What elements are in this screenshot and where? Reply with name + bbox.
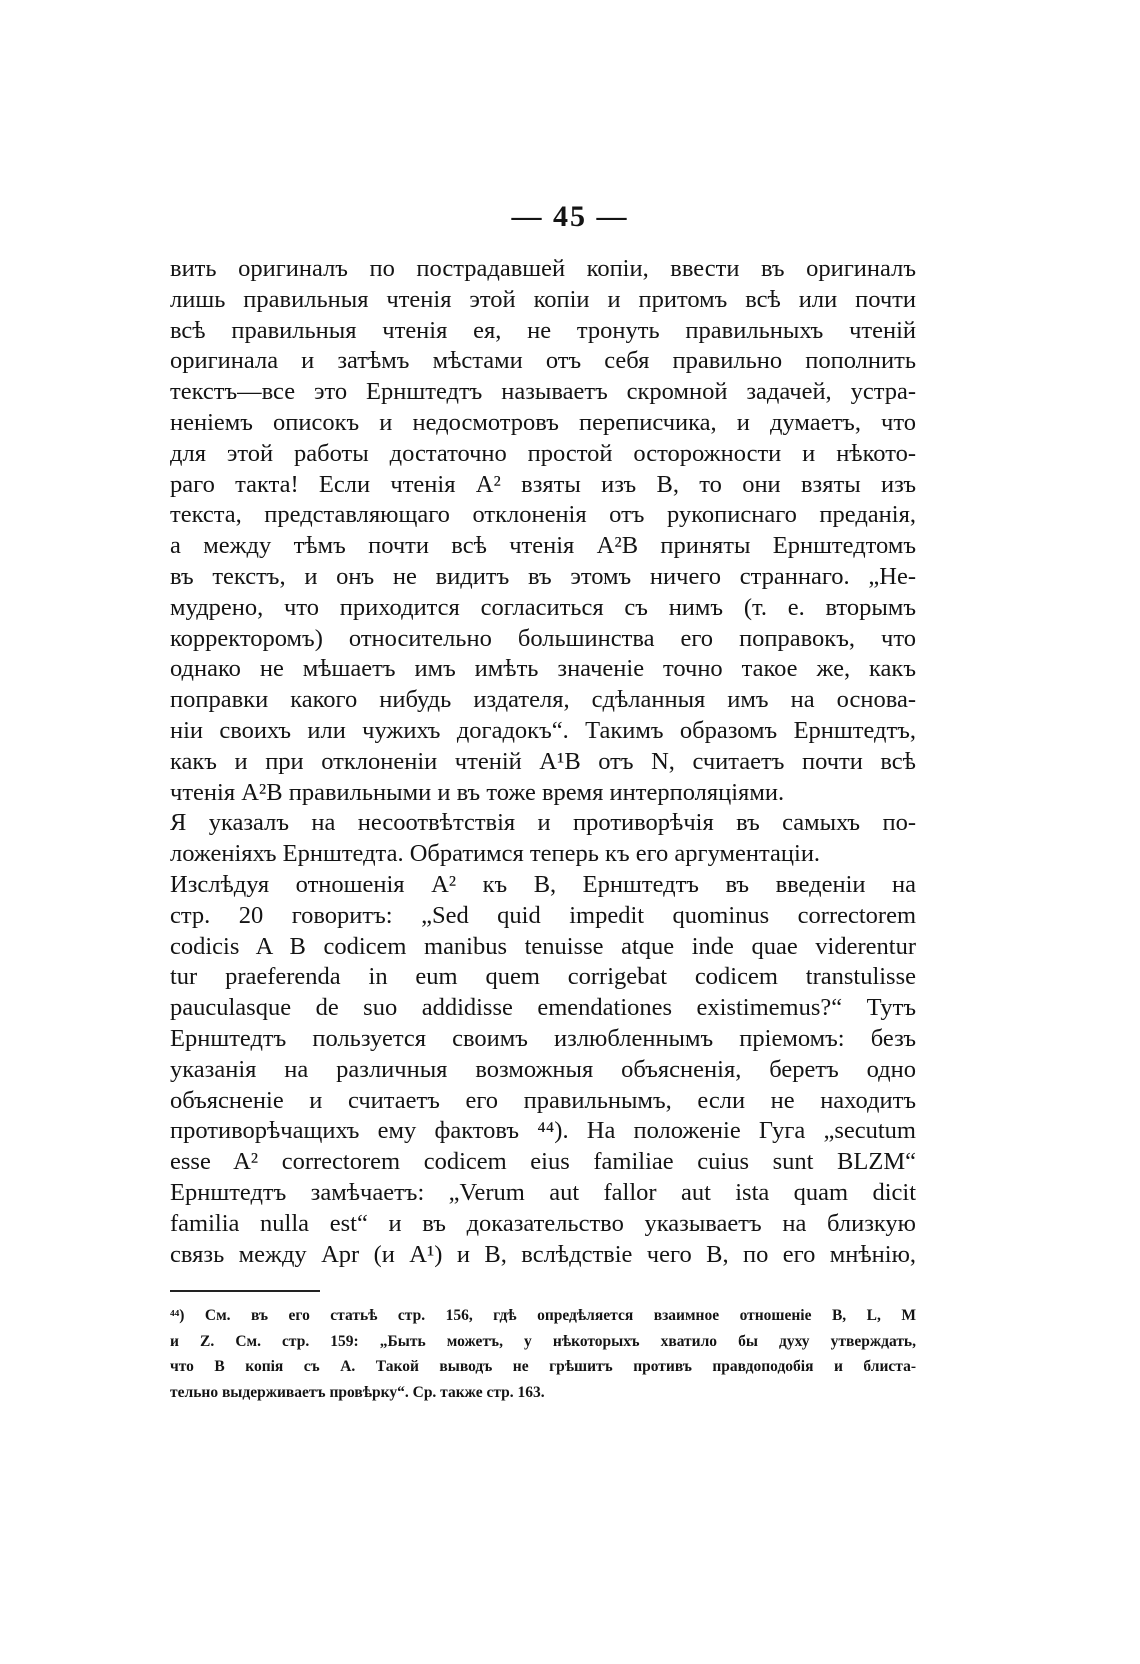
text-line: tur praeferenda in eum quem corrigebat codicem transtulisse xyxy=(170,963,916,991)
text-line: противорѣчащихъ ему фактовъ ⁴⁴). На положеніе Гуга „secutum xyxy=(170,1117,916,1145)
text-line: Ернштедтъ замѣчаетъ: „Verum aut fallor aut ista quam dicit xyxy=(170,1178,916,1206)
text-line: Изслѣдуя отношенія A² къ B, Ернштедтъ въ введеніи на xyxy=(170,870,916,898)
footnote-line: тельно выдерживаетъ провѣрку“. Ср. также стр. 163. xyxy=(170,1383,545,1401)
text-line: стр. 20 говоритъ: „Sed quid impedit quominus correctorem xyxy=(170,901,916,929)
body-text xyxy=(170,254,916,1270)
text-line: мудрено, что приходится согласиться съ нимъ (т. е. вторымъ xyxy=(170,593,916,621)
text-line: ложеніяхъ Ернштедта. Обратимся теперь къ его аргументаціи. xyxy=(170,840,821,868)
text-line: лишь правильныя чтенія этой копіи и притомъ всѣ или почти xyxy=(170,285,916,313)
text-line: чтенія A²B правильными и въ тоже время интерполяціями. xyxy=(170,778,785,806)
text-line: для этой работы достаточно простой осторожности и нѣкото- xyxy=(170,439,916,467)
text-line: текста, представляющаго отклоненія отъ рукописнаго преданія, xyxy=(170,501,916,529)
text-line: Я указалъ на несоотвѣтствія и противорѣчія въ самыхъ по- xyxy=(170,809,916,837)
text-line: а между тѣмъ почти всѣ чтенія A²B приняты Ернштедтомъ xyxy=(170,532,916,560)
text-line: указанія на различныя возможныя объясненія, беретъ одно xyxy=(170,1055,916,1083)
text-line: связь между Apr (и A¹) и B, вслѣдствіе чего B, по его мнѣнію, xyxy=(170,1240,916,1268)
text-line: неніемъ описокъ и недосмотровъ переписчика, и думаетъ, что xyxy=(170,408,916,436)
text-line: объясненіе и считаетъ его правильнымъ, если не находитъ xyxy=(170,1086,916,1114)
footnote-divider xyxy=(170,1290,320,1292)
footnote-line: что B копія съ A. Такой выводъ не грѣшитъ противъ правдоподобія и блиста- xyxy=(170,1358,916,1375)
text-line: familia nulla est“ и въ доказательство указываетъ на близкую xyxy=(170,1209,916,1237)
footnotes xyxy=(170,1303,916,1405)
text-line: ніи своихъ или чужихъ догадокъ“. Такимъ образомъ Ернштедтъ, xyxy=(170,716,916,744)
text-line: оригинала и затѣмъ мѣстами отъ себя правильно пополнить xyxy=(170,347,916,375)
text-line: въ текстъ, и онъ не видитъ въ этомъ ничего страннаго. „Не- xyxy=(170,562,916,590)
text-line: вить оригиналъ по пострадавшей копіи, ввести въ оригиналъ xyxy=(170,255,916,282)
text-line: Ернштедтъ пользуется своимъ излюбленнымъ пріемомъ: безъ xyxy=(170,1024,916,1052)
text-line: всѣ правильныя чтенія ея, не тронуть правильныхъ чтеній xyxy=(170,316,916,344)
text-line: раго такта! Если чтенія A² взяты изъ B, то они взяты изъ xyxy=(170,470,916,498)
footnote-line: и Z. См. стр. 159: „Быть можетъ, у нѣкоторыхъ хватило бы духу утверждать, xyxy=(170,1332,916,1350)
text-line: поправки какого нибудь издателя, сдѣланныя имъ на основа- xyxy=(170,686,916,714)
page-number: — 45 — xyxy=(511,200,629,233)
text-line: esse A² correctorem codicem eius familiae cuius sunt BLZM“ xyxy=(170,1148,916,1176)
text-line: какъ и при отклоненіи чтеній A¹B отъ N, считаетъ почти всѣ xyxy=(170,747,916,775)
footnote-line: ⁴⁴) См. въ его статьѣ стр. 156, гдѣ опредѣляется взаимное отношеніе B, L, M xyxy=(170,1307,916,1324)
text-line: codicis A B codicem manibus tenuisse atque inde quae viderentur xyxy=(170,932,916,960)
text-line: текстъ—все это Ернштедтъ называетъ скромной задачей, устра- xyxy=(170,378,916,406)
text-line: однако не мѣшаетъ имъ имѣть значеніе точно такое же, какъ xyxy=(170,655,916,683)
text-line: корректоромъ) относительно большинства его поправокъ, что xyxy=(170,624,916,652)
text-line: pauculasque de suo addidisse emendationes existimemus?“ Тутъ xyxy=(170,994,916,1022)
